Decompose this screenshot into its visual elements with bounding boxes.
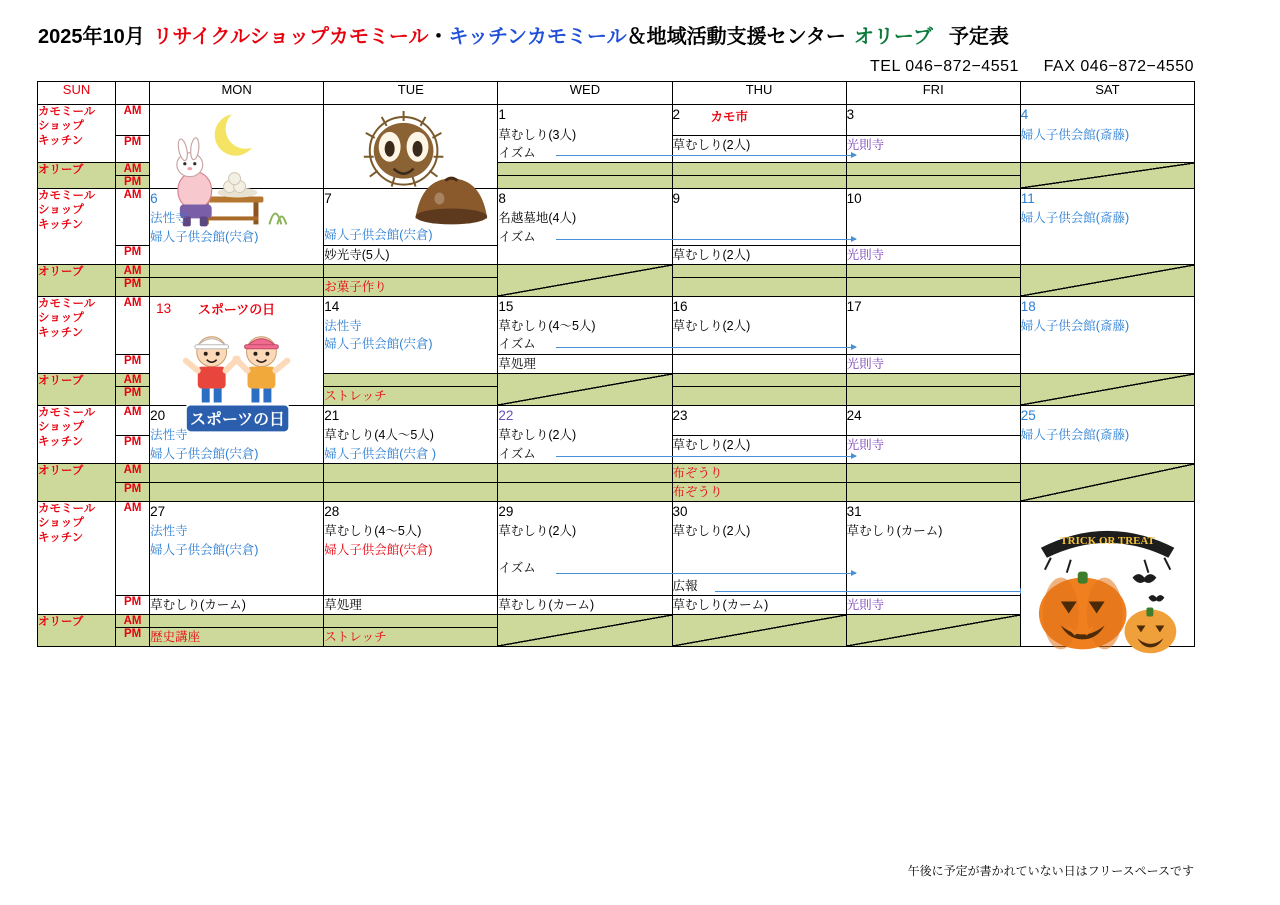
- table-header-row: [38, 82, 1195, 105]
- dow-mon: MON: [150, 82, 324, 105]
- olive-cell[interactable]: [324, 264, 498, 277]
- event-text: 広報: [672, 578, 698, 593]
- olive-cell[interactable]: [150, 614, 324, 627]
- event-text: 草処理: [324, 597, 362, 612]
- day-cell[interactable]: [150, 501, 324, 595]
- event-text: 婦人子供会館(斎藤): [1020, 319, 1130, 334]
- row-label-line3: キッチン: [38, 435, 84, 448]
- day-number: 6: [150, 190, 158, 206]
- olive-event-text: ストレッチ: [324, 629, 387, 644]
- day-number: 7: [324, 190, 332, 206]
- table-row-olive: [38, 463, 1195, 482]
- olive-cell[interactable]: [846, 264, 1020, 277]
- olive-cell[interactable]: [498, 162, 672, 175]
- title-org1: リサイクルショップカモミール: [152, 26, 429, 48]
- calendar-table: [37, 81, 1195, 647]
- day-cell[interactable]: [846, 436, 1020, 463]
- contact-info: [870, 58, 1194, 76]
- day-cell[interactable]: [672, 245, 846, 264]
- olive-cell-slashed[interactable]: [1020, 373, 1194, 405]
- olive-cell-slashed[interactable]: [672, 614, 846, 646]
- ampm-pm: PM: [116, 135, 150, 162]
- day-cell[interactable]: [672, 188, 846, 245]
- day-cell[interactable]: [324, 188, 498, 245]
- day-cell[interactable]: [150, 405, 324, 463]
- olive-cell[interactable]: [150, 482, 324, 501]
- olive-cell[interactable]: [150, 277, 324, 296]
- ampm-pm: PM: [116, 354, 150, 373]
- day-cell[interactable]: [672, 436, 846, 463]
- table-row: [38, 105, 1195, 136]
- day-cell[interactable]: [846, 501, 1020, 595]
- event-text: 草むしり(カーム): [846, 524, 943, 539]
- halloween-icon: [1021, 502, 1194, 661]
- day-number: 24: [846, 407, 862, 423]
- olive-cell-slashed[interactable]: [846, 614, 1020, 646]
- day-number: 23: [672, 407, 688, 423]
- day-cell[interactable]: [846, 245, 1020, 264]
- dow-tue: TUE: [324, 82, 498, 105]
- event-text: イズム: [498, 560, 536, 575]
- event-text: 婦人子供会館(斎藤): [1020, 211, 1130, 226]
- title-doc-type: 予定表: [948, 26, 1009, 48]
- row-label-shop: [38, 296, 116, 373]
- day-cell[interactable]: [498, 405, 672, 463]
- event-text: 法性寺: [150, 428, 188, 443]
- day-cell[interactable]: [846, 135, 1020, 162]
- event-text: 婦人子供会館(斎藤): [1020, 428, 1130, 443]
- day-number: 25: [1020, 407, 1036, 423]
- ampm-pm: PM: [116, 627, 150, 646]
- ampm-pm: PM: [116, 436, 150, 463]
- day-cell[interactable]: [672, 135, 846, 162]
- row-label-line1: カモミール: [38, 106, 96, 118]
- row-label-line1: カモミール: [38, 189, 96, 202]
- ampm-am: AM: [116, 264, 150, 277]
- day-cell[interactable]: [498, 595, 672, 614]
- event-text: 法性寺: [324, 319, 362, 334]
- olive-event-text: 布ぞうり: [672, 465, 723, 480]
- day-cell[interactable]: [324, 405, 498, 463]
- row-label-line3: キッチン: [38, 218, 84, 231]
- olive-cell[interactable]: [672, 162, 846, 175]
- event-text: 光則寺: [846, 597, 885, 612]
- ampm-am: AM: [116, 105, 150, 136]
- table-row-olive: [38, 264, 1195, 277]
- event-text: 婦人子供会館(宍倉): [150, 446, 259, 461]
- olive-cell[interactable]: [846, 386, 1020, 405]
- event-text: 草むしり(2人): [672, 524, 751, 539]
- day-cell[interactable]: [1020, 105, 1194, 163]
- day-cell[interactable]: [672, 595, 846, 614]
- row-label-line2: ショップ: [38, 421, 84, 434]
- olive-cell[interactable]: [672, 175, 846, 188]
- event-text: イズム: [498, 229, 536, 244]
- event-text: 婦人子供会館(宍倉): [150, 542, 259, 557]
- olive-cell[interactable]: [672, 264, 846, 277]
- row-label-line2: ショップ: [38, 204, 84, 217]
- day-cell[interactable]: [1020, 296, 1194, 373]
- day-number: 8: [498, 190, 506, 206]
- olive-event-text: 歴史講座: [150, 629, 201, 644]
- day-cell[interactable]: [324, 296, 498, 373]
- olive-cell[interactable]: [324, 386, 498, 405]
- day-cell[interactable]: [846, 405, 1020, 436]
- event-text: 草むしり(2人): [672, 319, 751, 334]
- row-label-olive: オリーブ: [38, 264, 116, 296]
- day-cell[interactable]: [498, 105, 672, 163]
- olive-event-text: 布ぞうり: [672, 484, 723, 499]
- illustration-chestnut: [324, 105, 498, 189]
- day-number: 28: [324, 503, 340, 519]
- day-cell[interactable]: [498, 188, 672, 264]
- svg-text:TRICK OR TREAT: TRICK OR TREAT: [1060, 534, 1155, 547]
- event-text: 草むしり(4〜5人): [498, 319, 596, 334]
- olive-cell[interactable]: [498, 463, 672, 482]
- olive-cell[interactable]: [150, 627, 324, 646]
- ampm-am: AM: [116, 501, 150, 595]
- event-text: 婦人子供会館(宍倉): [324, 228, 433, 243]
- ampm-am: AM: [116, 296, 150, 354]
- title-amp: ＆: [626, 26, 647, 48]
- event-text: 草むしり(3人): [498, 127, 577, 142]
- olive-cell[interactable]: [672, 373, 846, 386]
- day-cell[interactable]: [324, 595, 498, 614]
- event-text: 草むしり(カーム): [498, 597, 595, 612]
- day-cell[interactable]: [498, 296, 672, 354]
- row-label-line2: ショップ: [38, 312, 84, 325]
- olive-cell[interactable]: [324, 614, 498, 627]
- event-text: 草むしり(2人): [498, 428, 577, 443]
- olive-cell[interactable]: [846, 373, 1020, 386]
- day-cell[interactable]: [846, 296, 1020, 354]
- day-number: 13: [156, 300, 172, 316]
- event-text: 婦人子供会館(宍倉): [150, 229, 259, 244]
- day-number: 11: [1020, 190, 1035, 206]
- olive-cell[interactable]: [672, 482, 846, 501]
- day-number: 1: [498, 107, 506, 122]
- olive-cell[interactable]: [324, 277, 498, 296]
- table-row: [38, 296, 1195, 354]
- day-number: 27: [150, 503, 166, 519]
- fax-number: FAX 046−872−4550: [1043, 58, 1194, 75]
- ampm-pm: PM: [116, 482, 150, 501]
- row-label-shop: [38, 405, 116, 463]
- ampm-am: AM: [116, 162, 150, 175]
- event-text: 草処理: [498, 356, 536, 371]
- ampm-pm: PM: [116, 595, 150, 614]
- event-text: 光則寺: [846, 247, 885, 262]
- illustration-rabbit-moon: [150, 105, 324, 189]
- row-label-line3: キッチン: [38, 134, 84, 147]
- olive-cell-slashed[interactable]: [1020, 463, 1194, 501]
- event-text: 草むしり(2人): [498, 524, 577, 539]
- svg-text:スポーツの日: スポーツの日: [190, 411, 286, 429]
- event-text: 草むしり(カーム): [672, 597, 769, 612]
- olive-cell[interactable]: [150, 463, 324, 482]
- olive-cell[interactable]: [846, 175, 1020, 188]
- day-cell[interactable]: [846, 105, 1020, 136]
- day-cell[interactable]: [672, 354, 846, 373]
- row-label-shop: [38, 501, 116, 614]
- olive-cell[interactable]: [672, 386, 846, 405]
- dow-sat: SAT: [1020, 82, 1194, 105]
- olive-cell[interactable]: [846, 482, 1020, 501]
- olive-cell-slashed[interactable]: [498, 373, 672, 405]
- title-dot: ・: [428, 26, 449, 48]
- ampm-am: AM: [116, 405, 150, 436]
- row-label-shop: [38, 188, 116, 264]
- olive-cell-slashed[interactable]: [498, 264, 672, 296]
- olive-cell[interactable]: [498, 482, 672, 501]
- day-number: 31: [846, 503, 862, 519]
- event-text: 草むしり(4人〜5人): [324, 428, 434, 443]
- event-text: 婦人子供会館(宍倉): [324, 337, 433, 352]
- ampm-am: AM: [116, 614, 150, 627]
- olive-cell[interactable]: [150, 264, 324, 277]
- title-org2: キッチンカモミール: [448, 26, 627, 48]
- day-number: 30: [672, 503, 688, 519]
- day-number: 14: [324, 298, 340, 314]
- olive-cell[interactable]: [672, 277, 846, 296]
- event-text: 草むしり(2人): [672, 247, 751, 262]
- day-cell[interactable]: [498, 501, 672, 595]
- day-number: 21: [324, 407, 340, 423]
- event-text: 光則寺: [846, 137, 885, 152]
- olive-cell[interactable]: [498, 175, 672, 188]
- row-label-line2: ショップ: [38, 517, 84, 530]
- event-text: 法性寺: [150, 524, 188, 539]
- dow-sun: SUN: [38, 82, 116, 105]
- event-text: 婦人子供会館(宍倉): [324, 542, 433, 557]
- footnote: 午後に予定が書かれていない日はフリースペースです: [907, 864, 1194, 878]
- row-label-line2: ショップ: [38, 120, 84, 133]
- row-label-line1: カモミール: [38, 406, 96, 419]
- day-cell[interactable]: [672, 105, 846, 136]
- svg-text:スポーツの日: スポーツの日: [198, 301, 276, 317]
- row-label-line3: キッチン: [38, 531, 84, 544]
- day-cell[interactable]: [846, 354, 1020, 373]
- page-title: [38, 20, 1009, 49]
- day-number: 29: [498, 503, 514, 519]
- olive-cell-slashed[interactable]: [1020, 264, 1194, 296]
- title-period: 2025年10月: [38, 26, 145, 48]
- table-row: [38, 188, 1195, 245]
- day-cell[interactable]: [846, 188, 1020, 245]
- day-number: 2: [672, 107, 681, 122]
- ampm-pm: PM: [116, 277, 150, 296]
- event-text: 草むしり(2人): [672, 137, 751, 152]
- row-label-line1: カモミール: [38, 297, 96, 310]
- table-row: [38, 501, 1195, 595]
- event-text: イズム: [498, 337, 536, 352]
- ampm-pm: PM: [116, 386, 150, 405]
- illustration-halloween: [1020, 501, 1194, 646]
- olive-cell[interactable]: [324, 627, 498, 646]
- row-label-line3: キッチン: [38, 326, 84, 339]
- event-text: イズム: [498, 145, 536, 160]
- olive-cell[interactable]: [324, 482, 498, 501]
- olive-cell[interactable]: [324, 373, 498, 386]
- day-number: 20: [150, 407, 166, 423]
- day-number: 10: [846, 190, 862, 206]
- day-cell[interactable]: [150, 188, 324, 264]
- table-row: [38, 405, 1195, 436]
- ampm-am: AM: [116, 463, 150, 482]
- row-label-olive: オリーブ: [38, 614, 116, 646]
- row-label-olive: オリーブ: [38, 373, 116, 405]
- day-number: 16: [672, 298, 688, 314]
- dow-blank: [116, 82, 150, 105]
- event-text: カモ市: [710, 110, 749, 124]
- olive-cell[interactable]: [324, 463, 498, 482]
- event-text: 名越墓地(4人): [498, 211, 577, 226]
- event-text: 草むしり(2人): [672, 438, 751, 453]
- ampm-am: AM: [116, 188, 150, 245]
- day-cell[interactable]: [672, 405, 846, 436]
- olive-cell-slashed[interactable]: [1020, 162, 1194, 188]
- day-number: 3: [846, 107, 855, 122]
- day-cell[interactable]: [324, 245, 498, 264]
- day-cell[interactable]: [1020, 188, 1194, 264]
- dow-fri: FRI: [846, 82, 1020, 105]
- day-cell[interactable]: [324, 501, 498, 595]
- row-label-line1: カモミール: [38, 502, 96, 515]
- day-number: 18: [1020, 298, 1036, 314]
- day-number: 17: [846, 298, 862, 314]
- dow-wed: WED: [498, 82, 672, 105]
- day-cell[interactable]: [672, 296, 846, 354]
- olive-cell[interactable]: [846, 463, 1020, 482]
- day-cell[interactable]: [150, 595, 324, 614]
- day-number: 4: [1020, 107, 1029, 122]
- ampm-am: AM: [116, 373, 150, 386]
- row-label-olive: オリーブ: [38, 162, 116, 188]
- ampm-pm: PM: [116, 175, 150, 188]
- event-text: 草むしり(4〜5人): [324, 524, 422, 539]
- tel-number: TEL 046−872−4551: [870, 58, 1019, 75]
- event-text: 草むしり(カーム): [150, 597, 246, 612]
- olive-cell[interactable]: [672, 463, 846, 482]
- title-org3: 地域活動支援センター: [646, 26, 846, 48]
- day-number: 22: [498, 407, 514, 423]
- day-number: 15: [498, 298, 514, 314]
- event-text: 光則寺: [846, 356, 885, 371]
- ampm-pm: PM: [116, 245, 150, 264]
- day-cell[interactable]: [1020, 405, 1194, 463]
- olive-cell[interactable]: [846, 162, 1020, 175]
- day-cell[interactable]: [672, 501, 846, 595]
- event-text: 法性寺: [150, 211, 188, 226]
- day-cell[interactable]: [846, 595, 1020, 614]
- row-label-olive: オリーブ: [38, 463, 116, 501]
- row-label-shop: [38, 105, 116, 163]
- olive-event-text: お菓子作り: [324, 279, 387, 294]
- olive-cell-slashed[interactable]: [498, 614, 672, 646]
- event-text: イズム: [498, 446, 536, 461]
- olive-cell[interactable]: [846, 277, 1020, 296]
- day-number: 9: [672, 190, 681, 206]
- event-text: 婦人子供会館(斎藤): [1020, 127, 1130, 142]
- olive-event-text: ストレッチ: [324, 388, 387, 403]
- event-text: 妙光寺(5人): [324, 247, 390, 262]
- dow-thu: THU: [672, 82, 846, 105]
- day-cell[interactable]: [498, 354, 672, 373]
- event-text: 婦人子供会館(宍倉 ): [324, 446, 437, 461]
- event-text: 光則寺: [846, 438, 885, 453]
- title-org4: オリーブ: [853, 26, 933, 48]
